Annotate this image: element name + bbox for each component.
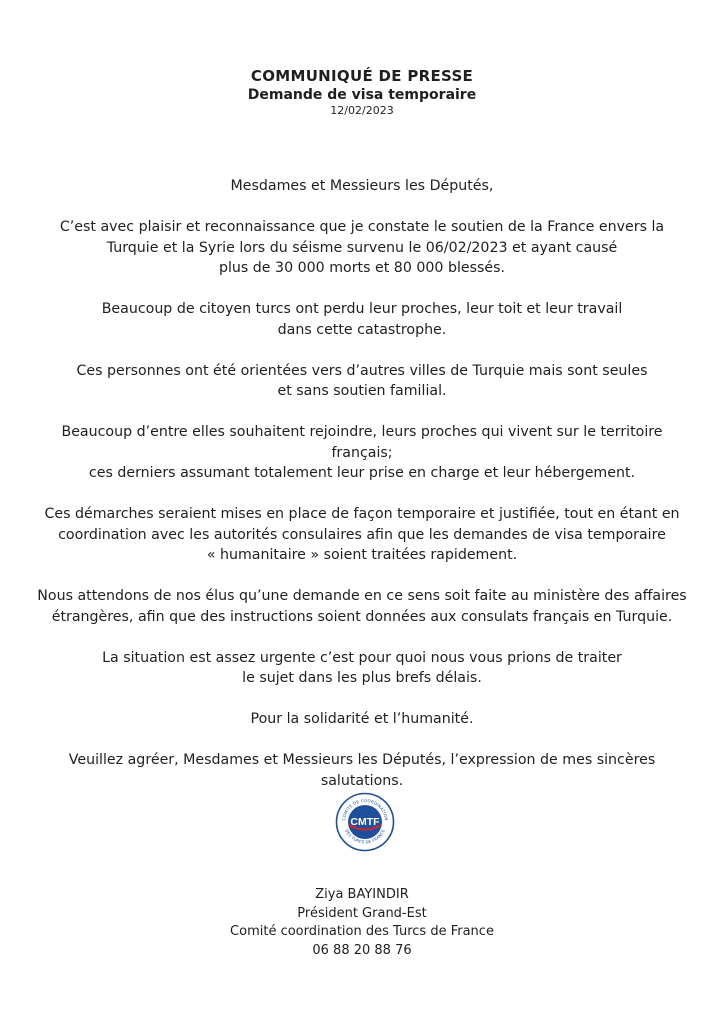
letter-body [30,176,694,812]
logo-ring-top-text: COMITÉ DE COORDINATION [341,797,389,821]
paragraph-line: « humanitaire » soient traitées rapidement. [206,547,518,563]
paragraph-2 [30,299,694,340]
paragraph-line: Ces personnes ont été orientées vers d’autres villes de Turquie mais sont seules [76,362,648,379]
paragraph-line: dans cette catastrophe. [277,321,447,338]
paragraph-1 [30,217,694,279]
logo-text: CMTF [350,816,380,828]
document-header [0,66,724,118]
signature-block [0,886,724,961]
paragraph-line: Pour la solidarité et l’humanité. [250,711,474,727]
paragraph-line: Beaucoup de citoyen turcs ont perdu leur proches, leur toit et leur travail [101,301,623,317]
paragraph-4 [30,422,694,484]
signatory-organization: Comité coordination des Turcs de France [230,924,494,940]
salutation: Mesdames et Messieurs les Députés, [230,178,494,194]
paragraph-3 [30,361,694,402]
document-subtitle: Demande de visa temporaire [247,87,477,103]
cmtf-logo [335,792,395,852]
closing-formula [30,750,694,791]
paragraph-line: ces derniers assumant totalement leur prise en charge et leur hébergement. [88,465,636,481]
paragraph-7 [30,648,694,689]
signatory-name: Ziya BAYINDIR [315,887,409,902]
paragraph-line: plus de 30 000 morts et 80 000 blessés. [218,260,506,276]
paragraph-6 [30,586,694,627]
paragraph-line: Beaucoup d’entre elles souhaitent rejoindre, leurs proches qui vivent sur le territoire français; [61,424,663,461]
paragraph-line: La situation est assez urgente c’est pour quoi nous vous prions de traiter [102,649,622,666]
paragraph-line: C’est avec plaisir et reconnaissance que je constate le soutien de la France envers la [59,219,665,235]
paragraph-line: Turquie et la Syrie lors du séisme survenu le 06/02/2023 et ayant causé [106,239,618,256]
paragraph-line: et sans soutien familial. [277,383,447,399]
document-date: 12/02/2023 [330,104,394,117]
paragraph-line: le sujet dans les plus brefs délais. [242,670,482,686]
logo-ring-bottom-text: DES TURCS DE FRANCE [344,828,386,845]
paragraph-line: coordination avec les autorités consulaires afin que les demandes de visa temporaire [58,526,666,543]
paragraph-line: Nous attendons de nos élus qu’une demande en ce sens soit faite au ministère des affaires [37,588,687,604]
paragraph-line: étrangères, afin que des instructions soient données aux consulats français en Turquie. [51,608,673,625]
cmtf-logo-graphic [335,792,395,852]
document-title: COMMUNIQUÉ DE PRESSE [250,67,474,85]
paragraph-5 [30,504,694,566]
signatory-phone: 06 88 20 88 76 [312,943,412,959]
signatory-role: Président Grand-Est [297,905,427,921]
paragraph-line: Veuillez agréer, Mesdames et Messieurs les Députés, l’expression de mes sincères salutations. [68,752,656,789]
paragraph-line: Ces démarches seraient mises en place de façon temporaire et justifiée, tout en étant en [44,506,680,522]
paragraph-8 [30,709,694,730]
